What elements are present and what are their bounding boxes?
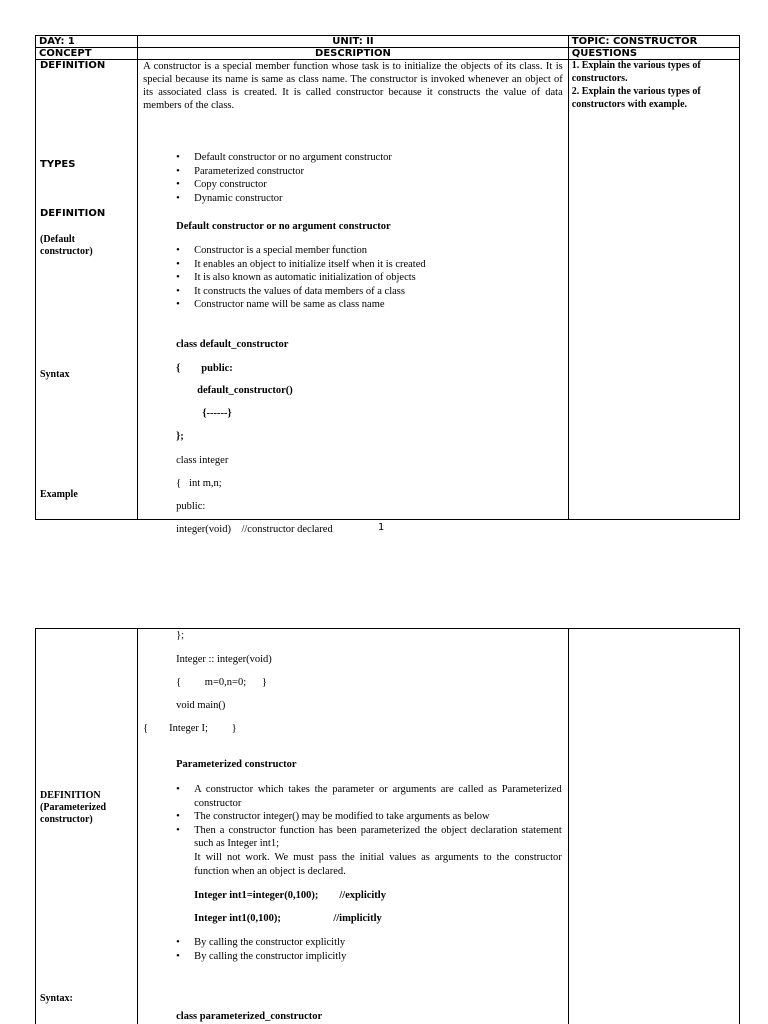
example-line: public:: [176, 501, 206, 512]
concept-column: [36, 629, 138, 1024]
list-item: • Constructor name will be same as class name: [138, 298, 568, 312]
list-item: • Constructor is a special member function: [138, 244, 568, 258]
example-line: integer(void) //constructor declared: [176, 524, 333, 535]
header-row-columns: [36, 48, 740, 60]
description-column: [138, 60, 569, 535]
list-item: • Parameterized constructor: [138, 165, 568, 179]
example-line: { int m,n;: [176, 478, 222, 489]
implicit-line: Integer int1(0,100); //implicitly: [194, 913, 382, 924]
day-cell: DAY: 1: [36, 36, 138, 48]
list-item: • By calling the constructor implicitly: [138, 950, 568, 964]
syntax-line: {------}: [176, 408, 232, 419]
syntax-line: class parameterized_constructor: [176, 1011, 323, 1022]
description-header: DESCRIPTION: [138, 48, 569, 60]
default-constructor-label: (Default constructor): [40, 234, 93, 257]
page2-table: [35, 628, 740, 1024]
syntax-line: };: [176, 431, 184, 442]
concept-column: [36, 60, 138, 520]
list-item: • By calling the constructor explicitly: [138, 936, 568, 950]
page1-table: [35, 35, 740, 535]
code-line: };: [176, 630, 185, 641]
topic-cell: TOPIC: CONSTRUCTOR: [568, 36, 739, 48]
definition-label-2: DEFINITION: [40, 208, 106, 219]
question-1: 1. Explain the various types of constructors.: [571, 60, 701, 84]
code-line: { Integer I; }: [143, 723, 237, 734]
question-2: 2. Explain the various types of constructors with example.: [571, 86, 701, 110]
param-points-list: [138, 783, 568, 851]
syntax-label: Syntax:: [40, 993, 73, 1004]
param-heading: Parameterized constructor: [176, 759, 297, 770]
param-note: It will not work. We must pass the initial values as arguments to the constructor function when an object is declared.: [194, 852, 562, 877]
types-list: [138, 151, 568, 205]
code-line: void main(): [176, 700, 226, 711]
list-item: • The constructor integer() may be modified to take arguments as below: [138, 810, 568, 824]
code-line: { m=0,n=0; }: [176, 677, 267, 688]
list-item: • It enables an object to initialize itself when it is created: [138, 258, 568, 272]
syntax-label: Syntax: [40, 369, 70, 380]
default-points-list: [138, 244, 568, 312]
definition-paragraph: A constructor is a special member function whose task is to initialize the objects of its class. It is special because its name is same as class name. The constructor is invoked whenever an object of its associated class is created. It is called constructor because it constructs the value of data members of the class.: [143, 61, 563, 111]
list-item: • Copy constructor: [138, 178, 568, 192]
syntax-line: { public:: [176, 363, 233, 374]
questions-header: QUESTIONS: [568, 48, 739, 60]
content-row: [36, 629, 740, 1024]
syntax-line: class default_constructor: [176, 339, 289, 350]
unit-cell: UNIT: II: [138, 36, 569, 48]
list-item: • It is also known as automatic initialization of objects: [138, 271, 568, 285]
default-heading: Default constructor or no argument constructor: [176, 221, 391, 232]
list-item: • Dynamic constructor: [138, 192, 568, 206]
call-points-list: [138, 936, 568, 963]
example-label: Example: [40, 489, 78, 500]
questions-column: [568, 60, 739, 520]
concept-header: CONCEPT: [36, 48, 138, 60]
header-row-top: [36, 36, 740, 48]
content-row: [36, 60, 740, 520]
page-number: 1: [378, 522, 385, 533]
questions-column: [568, 629, 739, 1024]
description-column: [138, 629, 569, 1024]
example-line: class integer: [176, 455, 229, 466]
definition-param-label: DEFINITION (Parameterized constructor): [40, 790, 107, 825]
list-item: • Default constructor or no argument constructor: [138, 151, 568, 165]
types-label: TYPES: [40, 159, 76, 170]
list-item: • Then a constructor function has been parameterized the object declaration statement such as Integer int1;: [138, 824, 568, 851]
explicit-line: Integer int1=integer(0,100); //explicitly: [194, 890, 386, 901]
syntax-line: default_constructor(): [176, 385, 293, 396]
definition-label: DEFINITION: [40, 60, 106, 71]
list-item: • A constructor which takes the parameter or arguments are called as Parameterized constructor: [138, 783, 568, 810]
code-line: Integer :: integer(void): [176, 654, 272, 665]
list-item: • It constructs the values of data members of a class: [138, 285, 568, 299]
